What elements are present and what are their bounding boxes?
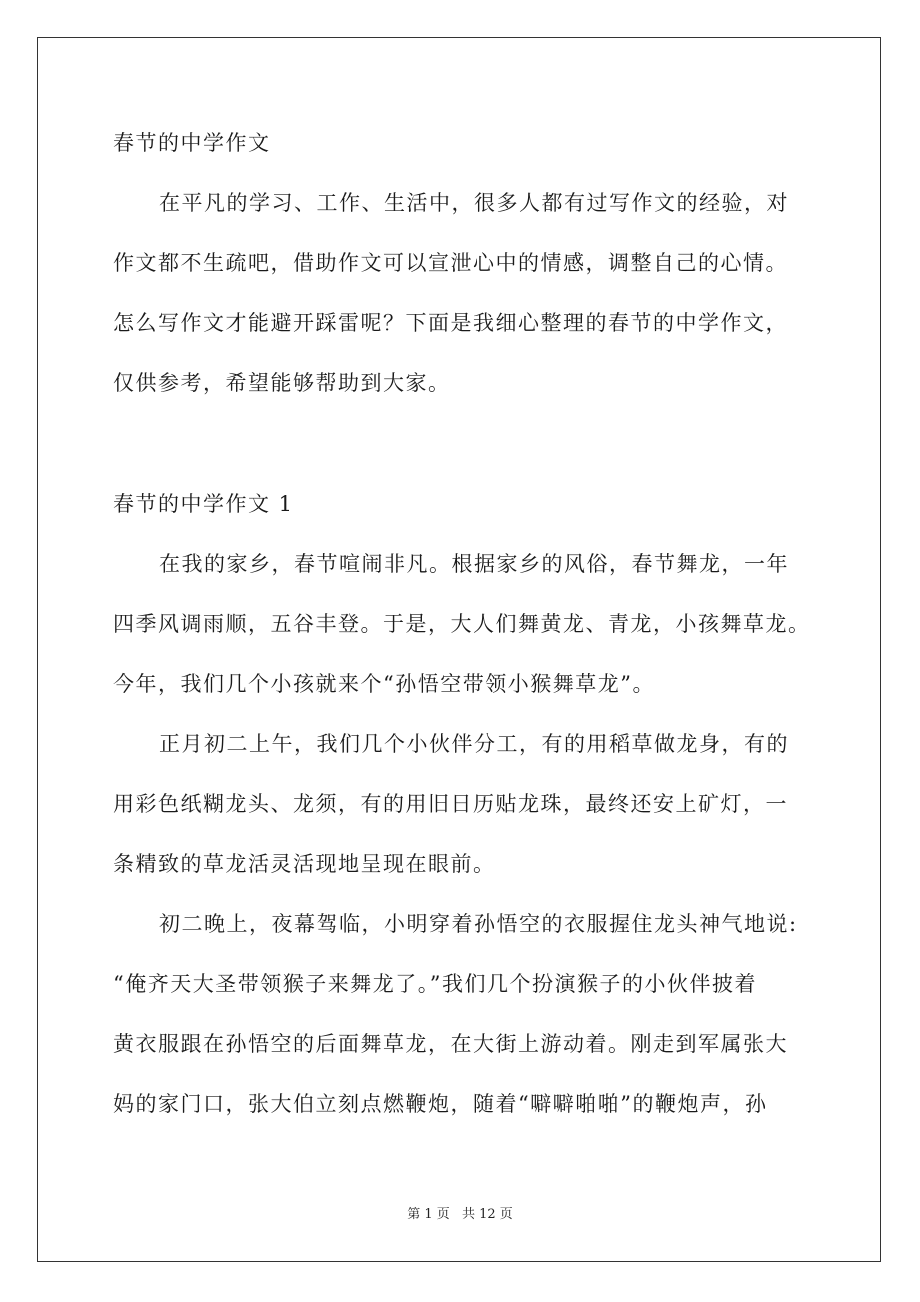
paragraph3-line-2: “俺齐天大圣带领猴子来舞龙了。”我们几个扮演猴子的小伙伴披着 — [113, 972, 757, 996]
intro-line-4: 仅供参考，希望能够帮助到大家。 — [113, 371, 451, 395]
intro-line-2: 作文都不生疏吧，借助作文可以宣泄心中的情感，调整自己的心情。 — [113, 251, 788, 275]
paragraph1-line-3: 今年，我们几个小孩就来个“孙悟空带领小猴舞草龙”。 — [113, 672, 655, 696]
paragraph2-line-2: 用彩色纸糊龙头、龙须，有的用旧日历贴龙珠，最终还安上矿灯，一 — [113, 792, 788, 816]
paragraph3-line-3: 黄衣服跟在孙悟空的后面舞草龙，在大街上游动着。刚走到军属张大 — [113, 1032, 788, 1056]
document-title: 春节的中学作文 — [113, 131, 271, 155]
paragraph2-line-3: 条精致的草龙活灵活现地呈现在眼前。 — [113, 852, 496, 876]
intro-line-1: 在平凡的学习、工作、生活中，很多人都有过写作文的经验，对 — [159, 191, 789, 215]
paragraph2-line-1: 正月初二上午，我们几个小伙伴分工，有的用稻草做龙身，有的 — [159, 732, 789, 756]
page-total: 共 12 页 — [461, 1207, 513, 1222]
paragraph1-line-2: 四季风调雨顺，五谷丰登。于是，大人们舞黄龙、青龙，小孩舞草龙。 — [113, 612, 811, 636]
page-footer — [0, 1207, 920, 1223]
page-number: 第 1 页 — [407, 1207, 450, 1222]
section-title: 春节的中学作文 1 — [113, 492, 294, 516]
intro-line-3: 怎么写作文才能避开踩雷呢？下面是我细心整理的春节的中学作文， — [113, 311, 788, 335]
page-frame — [37, 37, 881, 1262]
paragraph1-line-1: 在我的家乡，春节喧闹非凡。根据家乡的风俗，春节舞龙，一年 — [159, 552, 789, 576]
paragraph3-line-1: 初二晚上，夜幕驾临，小明穿着孙悟空的衣服握住龙头神气地说: — [159, 912, 798, 936]
paragraph3-line-4: 妈的家门口，张大伯立刻点燃鞭炮，随着“噼噼啪啪”的鞭炮声，孙 — [113, 1092, 768, 1116]
